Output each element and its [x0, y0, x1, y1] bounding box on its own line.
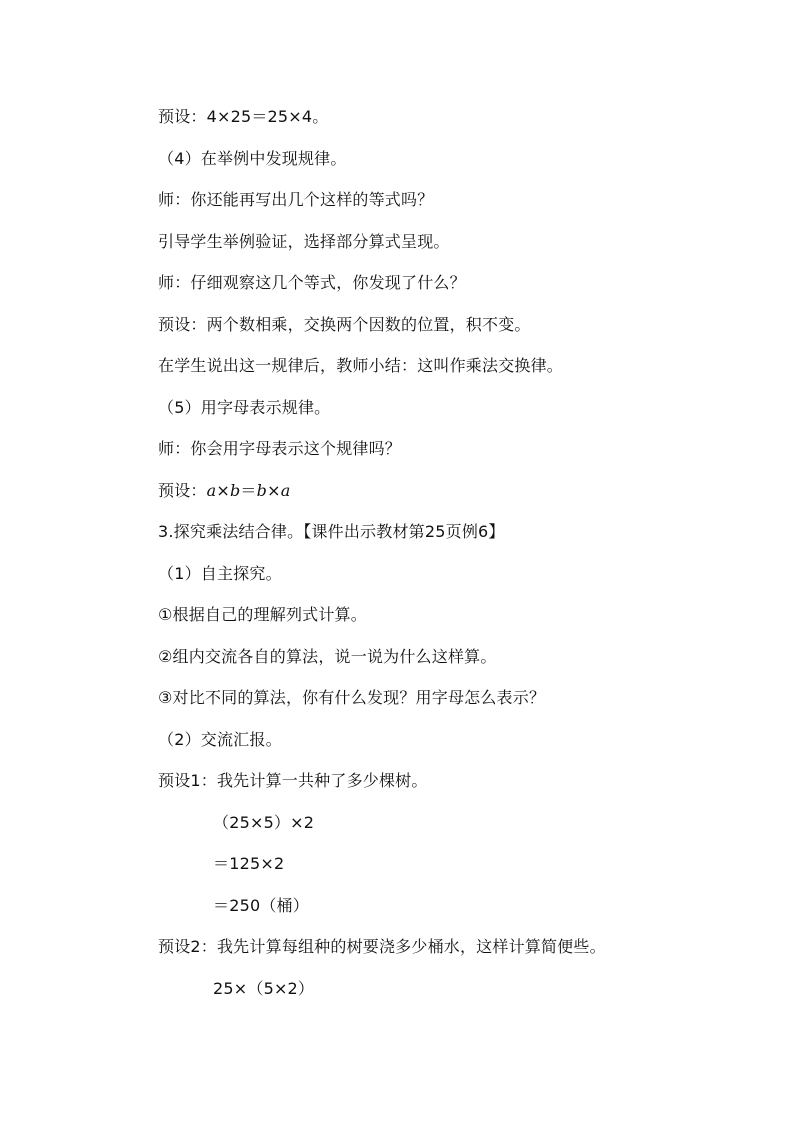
preset-label: 预设：	[158, 481, 207, 500]
formula-times-1: ×	[216, 481, 230, 500]
list-item-1: ①根据自己的理解列式计算。	[158, 605, 367, 624]
list-item-2: ②组内交流各自的算法，说一说为什么这样算。	[158, 647, 497, 666]
calc-line-4: 25×（5×2）	[213, 979, 315, 998]
calc-line-1: （25×5）×2	[213, 813, 315, 832]
teacher-question-1: 师：你还能再写出几个这样的等式吗？	[158, 190, 434, 209]
step-5-heading: （5）用字母表示规律。	[158, 398, 331, 417]
preset-line-1: 预设：4×25＝25×4。	[158, 107, 329, 126]
calc-line-2: ＝125×2	[213, 854, 285, 873]
guide-line: 引导学生举例验证，选择部分算式呈现。	[158, 232, 450, 251]
preset-2-line: 预设2：我先计算每组种的树要浇多少桶水，这样计算简便些。	[158, 937, 606, 956]
preset-line-2: 预设：两个数相乘，交换两个因数的位置，积不变。	[158, 315, 531, 334]
formula-equals: ＝	[240, 481, 257, 500]
calc-line-3: ＝250（桶）	[213, 896, 309, 915]
list-item-3: ③对比不同的算法，你有什么发现？用字母怎么表示？	[158, 688, 546, 707]
teacher-question-3: 师：你会用字母表示这个规律吗？	[158, 439, 402, 458]
step-1-heading: （1）自主探究。	[158, 564, 282, 583]
formula-a: a	[206, 481, 217, 500]
preset-formula-line	[158, 481, 290, 501]
step-2-heading: （2）交流汇报。	[158, 730, 282, 749]
step-4-heading: （4）在举例中发现规律。	[158, 149, 347, 168]
preset-1-line: 预设1：我先计算一共种了多少棵树。	[158, 771, 428, 790]
formula-b-2: b	[256, 481, 268, 500]
summary-line: 在学生说出这一规律后，教师小结：这叫作乘法交换律。	[158, 356, 564, 375]
section-3-heading: 3.探究乘法结合律。【课件出示教材第25页例6】	[158, 522, 505, 541]
formula-a-2: a	[280, 481, 291, 500]
formula-times-2: ×	[267, 481, 281, 500]
teacher-question-2: 师：仔细观察这几个等式，你发现了什么？	[158, 273, 466, 292]
formula-b: b	[229, 481, 241, 500]
